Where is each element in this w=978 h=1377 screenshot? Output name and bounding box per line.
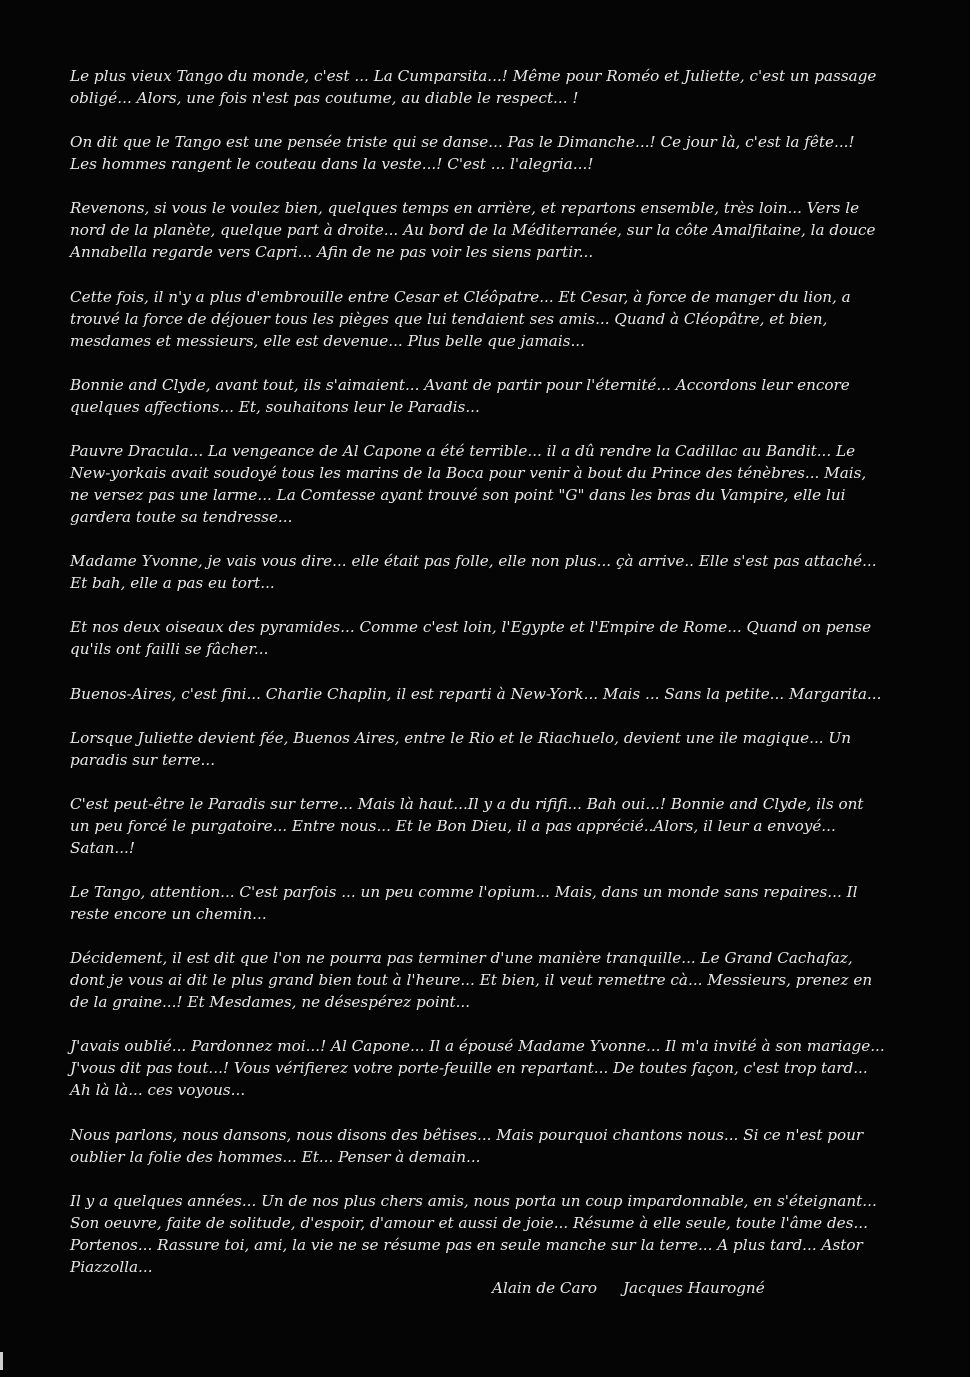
paragraph-10: Lorsque Juliette devient fée, Buenos Aires, entre le Rio et le Riachuelo, devient une ile magique... Un paradis sur terre... bbox=[70, 728, 852, 769]
paragraph-14: J'avais oublié... Pardonnez moi...! Al Capone... Il a épousé Madame Yvonne... Il m'a invité à son mariage... J'vous dit pas tout...! Vous vérifierez votre porte-feuille en repartant... De toutes façon, c'est trop tard... Ah là là... ces voyous... bbox=[70, 1037, 885, 1100]
paragraph-9: Buenos-Aires, c'est fini... Charlie Chaplin, il est reparti à New-York... Mais ... Sans la petite... Margarita... bbox=[70, 684, 882, 703]
text-body bbox=[70, 65, 885, 1300]
signature-author-1: Alain de Caro bbox=[492, 1279, 597, 1297]
paragraph-7: Madame Yvonne, je vais vous dire... elle était pas folle, elle non plus... çà arrive.. Elle s'est pas attaché... Et bah, elle a pas eu tort... bbox=[70, 552, 877, 593]
paragraph-13: Décidement, il est dit que l'on ne pourra pas terminer d'une manière tranquille... Le Grand Cachafaz, dont je vous ai dit le plus grand bien tout à l'heure... Et bien, il veut remettre cà... Messieurs, prenez en de la graine...! Et Mesdames, ne désespérez point... bbox=[70, 949, 873, 1012]
signature-line bbox=[492, 1279, 765, 1297]
paragraph-1: Le plus vieux Tango du monde, c'est ... La Cumparsita...! Même pour Roméo et Juliette, c'est un passage obligé... Alors, une fois n'est pas coutume, au diable le respect... ! bbox=[70, 67, 877, 107]
scan-edge-mark bbox=[0, 1352, 3, 1370]
paragraph-15: Nous parlons, nous dansons, nous disons des bêtises... Mais pourquoi chantons nous... Si ce n'est pour oublier la folie des hommes... Et... Penser à demain... bbox=[70, 1125, 864, 1166]
paragraph-11: C'est peut-être le Paradis sur terre... Mais là haut...Il y a du rififi... Bah oui...! Bonnie and Clyde, ils ont un peu forcé le purgatoire... Entre nous... Et le Bon Dieu, il a pas apprécié..Alors, il leur a envoyé... Satan...! bbox=[70, 794, 864, 857]
paragraph-5: Bonnie and Clyde, avant tout, ils s'aimaient... Avant de partir pour l'éternité... Accordons leur encore quelques affections... Et, souhaitons leur le Paradis... bbox=[70, 375, 850, 416]
signature-author-2: Jacques Haurogné bbox=[622, 1279, 765, 1297]
paragraph-3: Revenons, si vous le voulez bien, quelques temps en arrière, et repartons ensemble, très loin... Vers le nord de la planète, quelque part à droite... Au bord de la Méditerranée, sur la côte Amalfitaine, la douce Annabella regarde vers Capri... Afin de ne pas voir les siens partir... bbox=[70, 199, 876, 262]
paragraph-2: On dit que le Tango est une pensée triste qui se danse... Pas le Dimanche...! Ce jour là, c'est la fête...! Les hommes rangent le couteau dans la veste...! C'est ... l'alegria...! bbox=[70, 133, 855, 174]
paragraph-16: Il y a quelques années... Un de nos plus chers amis, nous porta un coup impardonnable, en s'éteignant... Son oeuvre, faite de solitude, d'espoir, d'amour et aussi de joie... Résume à elle seule, toute l'âme des... Portenos... Rassure toi, ami, la vie ne se résume pas en seule manche sur la terre... A plus tard... Astor Piazzolla... bbox=[70, 1191, 877, 1276]
paragraph-6: Pauvre Dracula... La vengeance de Al Capone a été terrible... il a dû rendre la Cadillac au Bandit... Le New-yorkais avait soudoyé tous les marins de la Boca pour venir à bout du Prince des ténèbres... Mais, ne versez pas une larme... La Comtesse ayant trouvé son point "G" dans les bras du Vampire, elle lui gardera toute sa tendresse... bbox=[70, 441, 867, 526]
paragraph-12: Le Tango, attention... C'est parfois ... un peu comme l'opium... Mais, dans un monde sans repaires... Il reste encore un chemin... bbox=[70, 883, 858, 924]
paragraph-4: Cette fois, il n'y a plus d'embrouille entre Cesar et Cléôpatre... Et Cesar, à force de manger du lion, a trouvé la force de déjouer tous les pièges que lui tendaient ses amis... Quand à Cléopâtre, et bien, mesdames et messieurs, elle est devenue... Plus belle que jamais... bbox=[70, 287, 851, 350]
paragraph-8: Et nos deux oiseaux des pyramides... Comme c'est loin, l'Egypte et l'Empire de Rome... Quand on pense qu'ils ont failli se fâcher... bbox=[70, 618, 872, 659]
